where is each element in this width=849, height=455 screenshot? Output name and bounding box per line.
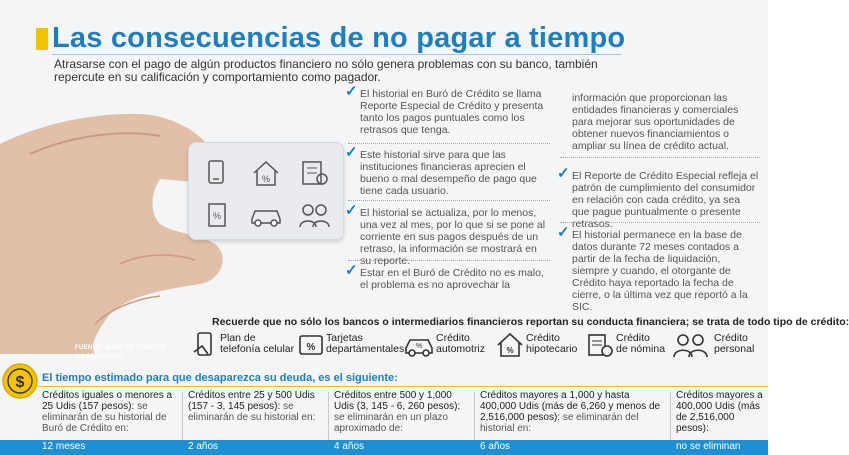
source-line-2: Y KARDMATCH. bbox=[75, 354, 125, 360]
deletion-note: se eliminarán del historial en: bbox=[480, 412, 639, 434]
check-icon: ✓ bbox=[345, 202, 358, 219]
deletion-condition: Créditos mayores a 1,000 y hasta 400,000 Udis (más de 6,260 y menos de 2,516,000 pesos): bbox=[480, 390, 661, 423]
bullet-divider bbox=[348, 260, 550, 261]
payroll-credit-icon bbox=[586, 332, 614, 358]
phone-plan-icon bbox=[192, 332, 218, 358]
deletion-results-bar bbox=[0, 440, 768, 455]
phone-hand-icon bbox=[203, 159, 231, 187]
column-divider bbox=[328, 392, 329, 442]
check-icon: ✓ bbox=[557, 165, 570, 182]
deletion-times-heading: El tiempo estimado para que desaparezca su deuda, es el siguiente: bbox=[42, 372, 398, 384]
source-line-1: FUENTE: BURÓ DE CRÉDITO bbox=[75, 345, 166, 351]
bullet-historial-nombre bbox=[345, 83, 550, 136]
bullet-text: El historial permanece en la base de datos durante 72 meses contados a partir de la fecha de liquidación, siempre y cuando, el otorgante de Crédito haya reportado la fecha de cierre, o la última vez que reportó a la SIC. bbox=[572, 229, 748, 313]
bullet-text: Estar en el Buró de Crédito no es malo, el problema es no aprovechar la bbox=[360, 267, 544, 291]
store-card-icon bbox=[298, 332, 324, 358]
credit-type-label: Crédito personal bbox=[714, 332, 755, 355]
bullet-text: información que proporcionan las entidades financieras y comerciales para mejorar sus oportunidades de obtener nuevos financiamientos o ampliar su línea de crédito actual. bbox=[572, 92, 739, 152]
credit-type-label: Crédito de nómina bbox=[616, 332, 666, 355]
column-divider bbox=[670, 392, 671, 442]
column-divider bbox=[474, 392, 475, 442]
bullet-historial-uso bbox=[345, 144, 550, 197]
deletion-note: se eliminarán de su historial de Buró de Crédito en: bbox=[42, 401, 167, 434]
deletion-column bbox=[188, 390, 324, 423]
credit-type-hipotecario bbox=[496, 332, 582, 360]
deletion-result: 4 años bbox=[334, 441, 365, 452]
car-credit-icon bbox=[404, 332, 434, 358]
credit-type-telefonia bbox=[192, 332, 295, 360]
bullet-divider bbox=[348, 200, 550, 201]
credit-type-label: Crédito automotriz bbox=[436, 332, 486, 355]
bullet-reporte-especial bbox=[557, 165, 760, 230]
deletion-result: 2 años bbox=[188, 441, 219, 452]
house-credit-icon bbox=[496, 332, 524, 358]
deletion-result: 12 meses bbox=[42, 441, 86, 452]
bullet-informacion bbox=[572, 92, 760, 152]
bullet-divider bbox=[348, 143, 550, 144]
bullet-divider bbox=[560, 157, 760, 158]
check-icon: ✓ bbox=[345, 83, 358, 100]
bullet-72-meses bbox=[557, 224, 760, 313]
deletion-condition: Créditos entre 500 y 1,000 Udis (3, 145 - 6, 260 pesos): bbox=[334, 390, 461, 412]
deletion-note: se eliminarán en un plazo aproximado de: bbox=[334, 412, 448, 434]
deletion-column bbox=[334, 390, 470, 434]
personal-credit-icon bbox=[672, 332, 710, 358]
credit-type-nomina bbox=[586, 332, 666, 360]
couple-icon bbox=[297, 201, 331, 229]
credit-type-label: Plan de telefonía celular bbox=[220, 332, 295, 355]
column-divider bbox=[182, 392, 183, 442]
deletion-note: se eliminarán de su historial en: bbox=[188, 401, 316, 423]
band-divider bbox=[38, 386, 768, 387]
deletion-condition: Créditos entre 25 y 500 Udis (157 - 3, 145 pesos): bbox=[188, 390, 315, 412]
check-icon: ✓ bbox=[345, 262, 358, 279]
svg-text:%: % bbox=[506, 346, 514, 355]
svg-text:%: % bbox=[212, 211, 222, 221]
credit-card bbox=[188, 142, 344, 240]
title-divider bbox=[52, 54, 622, 55]
deletion-column bbox=[42, 390, 178, 434]
deletion-condition: Créditos iguales o menores a 25 Udis (157 pesos): bbox=[42, 390, 173, 412]
svg-text:$: $ bbox=[15, 374, 25, 391]
credit-type-label: Crédito hipotecario bbox=[526, 332, 578, 355]
svg-text:%: % bbox=[415, 343, 423, 350]
svg-text:%: % bbox=[306, 342, 316, 353]
car-icon bbox=[249, 203, 283, 227]
intro-text: Atrasarse con el pago de algún productos financiero no sólo genera problemas con su banco, también repercute en su calificación y comportamiento como pagador. bbox=[54, 57, 598, 84]
credit-type-label: Tarjetas departamentales bbox=[326, 332, 405, 355]
bullet-text: El historial en Buró de Crédito se llama Reporte Especial de Crédito y presenta tanto los pagos puntuales como los retrasos que tenga. bbox=[360, 88, 544, 136]
check-icon: ✓ bbox=[557, 224, 570, 241]
deletion-result: no se eliminan bbox=[676, 441, 741, 452]
bullet-historial-actualiza bbox=[345, 202, 550, 267]
credit-type-automotriz bbox=[404, 332, 492, 360]
bullet-text: El historial se actualiza, por lo menos, una vez al mes, por lo que si se pone al corriente en sus pagos después de un retraso, la información se mostrará en su reporte. bbox=[360, 207, 546, 267]
bill-icon bbox=[299, 159, 329, 187]
check-icon: ✓ bbox=[345, 144, 358, 161]
credit-type-personal bbox=[672, 332, 764, 360]
bullet-buro-no-malo bbox=[345, 262, 550, 291]
page-title: Las consecuencias de no pagar a tiempo bbox=[52, 22, 626, 54]
credit-type-tarjetas bbox=[298, 332, 405, 360]
source-credit bbox=[75, 344, 166, 362]
bullet-text: El Reporte de Crédito Especial refleja el patrón de cumplimiento del consumidor en relación con cada crédito, ya sea que pague puntualmente o presente retrasos. bbox=[572, 170, 759, 230]
svg-text:%: % bbox=[261, 174, 271, 184]
coin-stack-icon bbox=[0, 362, 38, 400]
credit-types-heading: Recuerde que no sólo los bancos o intermediarios financieros reportan su conducta financiera; se trata de todo tipo de crédito: bbox=[212, 316, 849, 328]
title-accent-bar bbox=[36, 28, 48, 50]
bullet-divider bbox=[560, 222, 760, 223]
bullet-text: Este historial sirve para que las instituciones financieras aprecien el bueno o mal desempeño de pago que tiene cada usuario. bbox=[360, 149, 537, 197]
deletion-column bbox=[676, 390, 764, 434]
deletion-result: 6 años bbox=[480, 441, 511, 452]
house-percent-icon bbox=[251, 159, 281, 187]
document-percent-icon bbox=[203, 201, 231, 229]
deletion-column bbox=[480, 390, 666, 434]
deletion-condition: Créditos mayores a 400,000 Udis (más de 2,516,000 pesos): bbox=[676, 390, 763, 434]
